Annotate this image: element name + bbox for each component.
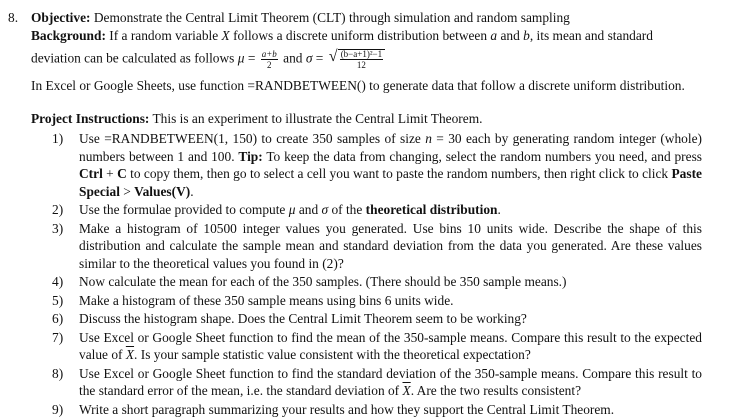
text-run: To keep the data from changing, select the random numbers you need, and press — [262, 148, 702, 164]
math-symbol: n — [425, 131, 432, 146]
math-symbol: μ — [288, 202, 296, 217]
list-item — [52, 220, 702, 273]
list-item — [52, 273, 702, 291]
background-line — [31, 28, 653, 44]
objective-text: Demonstrate the Central Limit Theorem (CLT) through simulation and random sampling — [90, 10, 570, 25]
math-symbol: σ — [321, 202, 329, 217]
list-item-text — [79, 273, 702, 291]
text-run: . — [190, 183, 194, 199]
text-run: and — [295, 202, 322, 217]
text-run: Make a histogram of these 350 sample means using bins 6 units wide. — [79, 292, 454, 308]
sd-formula-denominator: 12 — [356, 60, 366, 70]
list-item-text — [79, 130, 702, 200]
text-run: of the — [328, 202, 366, 217]
text-run: Use Excel or Google Sheet function to find the mean of the 350-sample means. Compare this result to the expected value of — [79, 329, 702, 362]
list-item-number: 9) — [52, 401, 64, 417]
text-run: Now calculate the mean for each of the 350 samples. (There should be 350 sample means.) — [79, 274, 567, 289]
sd-formula — [329, 49, 385, 70]
list-item — [52, 401, 702, 419]
bold-text: Paste Special — [79, 166, 702, 199]
list-item-number: 2) — [52, 202, 64, 217]
bold-text: Tip: — [238, 148, 263, 164]
list-item — [52, 292, 702, 310]
list-item-text — [79, 310, 702, 328]
text-run: Use Excel or Google Sheet function to find the standard deviation of the 350-sample means. Compare this result to the standard error of the mean, i.e. the standard deviation of — [79, 365, 702, 398]
list-item-number: 1) — [52, 131, 64, 146]
and-word: and — [497, 28, 524, 43]
objective-label: Objective: — [31, 10, 91, 25]
background-text: , its mean and standard — [529, 28, 653, 43]
formula-line — [31, 49, 385, 70]
text-run: to copy them, then go to select a cell you want to paste the random numbers, then right click to click — [126, 166, 672, 181]
instructions-text: This is an experiment to illustrate the Central Limit Theorem. — [149, 111, 483, 126]
bold-text: Ctrl — [79, 166, 103, 181]
variable-a: a — [490, 28, 498, 43]
list-item-text — [79, 201, 702, 219]
text-run: . — [497, 202, 501, 217]
list-item — [52, 310, 702, 328]
list-item-text — [79, 292, 702, 310]
x-bar-symbol: $\overline{X}$ — [125, 347, 135, 362]
text-run: Use =RANDBETWEEN(1, 150) to create 350 samples of size — [79, 131, 426, 146]
list-item-number: 8) — [52, 365, 64, 381]
text-run: + — [102, 166, 118, 181]
equals-sign: = — [244, 50, 259, 66]
text-run: > — [119, 183, 135, 199]
background-text: follows a discrete uniform distribution between — [229, 28, 491, 43]
bold-text: theoretical distribution — [365, 202, 498, 217]
instruction-list — [52, 130, 702, 419]
text-run: Write a short paragraph summarizing your results and how they support the Central Limit Theorem. — [79, 401, 615, 417]
list-item — [52, 201, 702, 219]
list-item-number: 4) — [52, 274, 64, 289]
sd-formula-fraction — [340, 50, 383, 70]
bold-text: C — [117, 166, 127, 181]
mean-formula-numerator: a+b — [261, 48, 277, 59]
list-item-number: 6) — [52, 311, 64, 326]
bold-text: Values(V) — [134, 183, 191, 199]
sigma-symbol: σ — [305, 50, 313, 66]
x-bar-symbol: $\overline{X}$ — [402, 383, 411, 398]
list-item-number: 7) — [52, 329, 64, 345]
variable-b: b — [523, 28, 530, 43]
mean-formula-denominator: 2 — [267, 59, 272, 70]
text-run: . Are the two results consistent? — [410, 383, 582, 398]
list-item-number: 5) — [52, 292, 64, 308]
text-run: Make a histogram of 10500 integer values you generated. Use bins 10 units wide. Describe the shape of this distribution and calculate the sample mean and standard deviation from the data you generated. Are these values similar to the theoretical values you found in (2)? — [79, 220, 702, 271]
list-item-number: 3) — [52, 220, 64, 236]
instructions-line — [31, 111, 482, 127]
text-run: Discuss the histogram shape. Does the Central Limit Theorem seem to be working? — [79, 311, 527, 326]
list-item — [52, 365, 702, 400]
and-word: and — [279, 50, 306, 66]
question-number: 8. — [8, 10, 19, 25]
excel-line: In Excel or Google Sheets, use function =RANDBETWEEN() to generate data that follow a discrete uniform distribution. — [31, 78, 685, 93]
equals-sign: = — [312, 50, 327, 66]
list-item-text — [79, 329, 702, 364]
sqrt-icon: √ — [328, 48, 338, 65]
background-text: If a random variable — [105, 28, 222, 43]
instructions-label: Project Instructions: — [31, 111, 150, 126]
variable-x: X — [221, 28, 230, 43]
text-run: . Is your sample statistic value consistent with the theoretical expectation? — [134, 347, 531, 362]
objective-line — [31, 10, 570, 26]
list-item-text — [79, 401, 702, 419]
text-run: = 30 each by generating random integer (whole) numbers between 1 and 100. — [79, 131, 702, 164]
background-label: Background: — [31, 28, 106, 43]
list-item — [52, 130, 702, 200]
list-item-text — [79, 365, 702, 400]
mu-symbol: μ — [237, 50, 245, 66]
mean-formula — [261, 50, 278, 70]
list-item — [52, 329, 702, 364]
text-run: Use the formulae provided to compute — [79, 202, 289, 217]
list-item-text — [79, 220, 702, 273]
sd-formula-numerator: (b−a+1)²−1 — [340, 49, 383, 59]
deviation-text: deviation can be calculated as follows — [31, 50, 238, 66]
